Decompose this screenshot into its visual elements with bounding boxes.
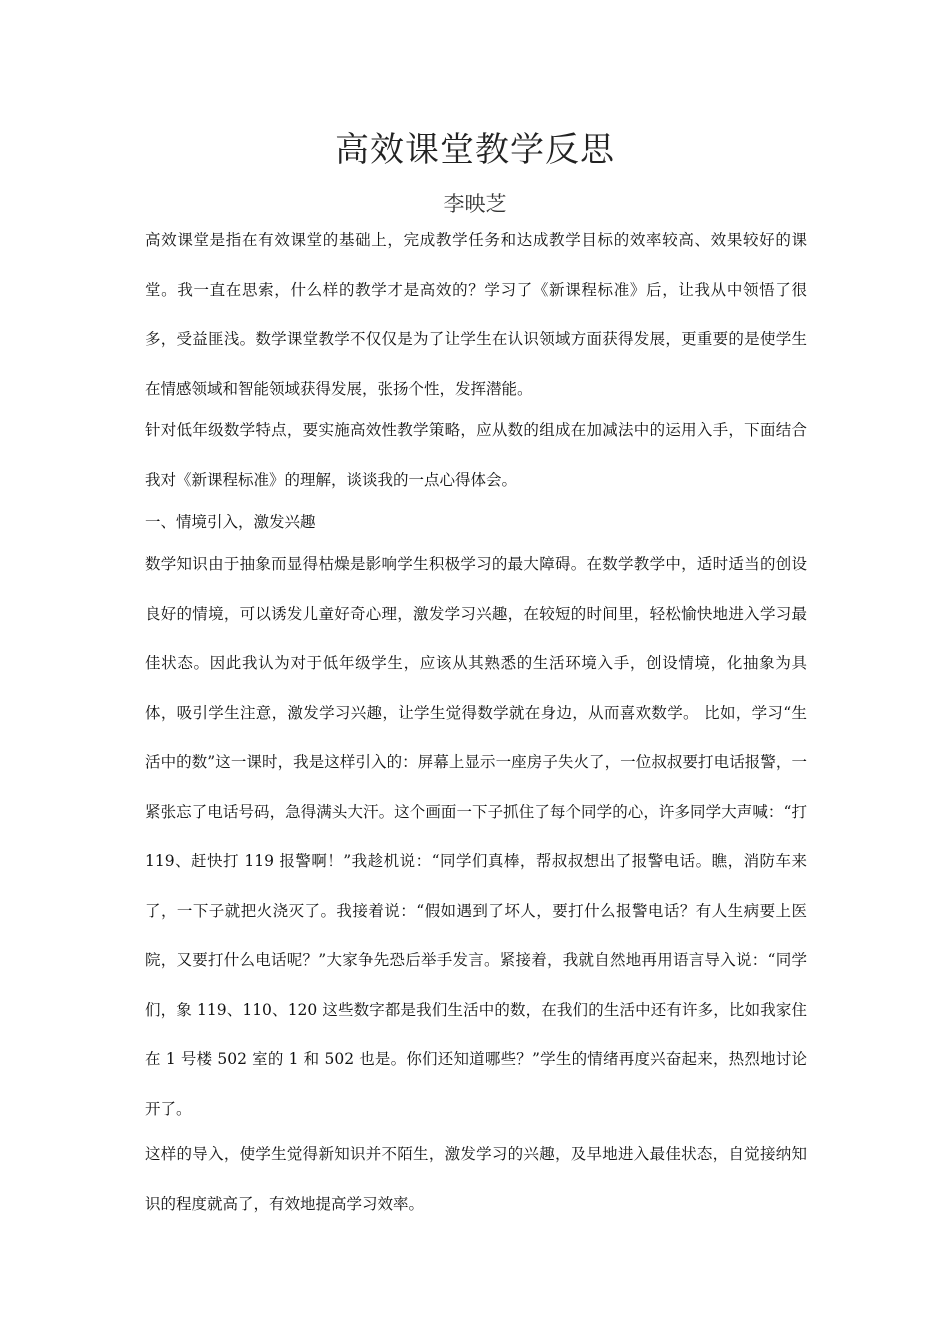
- approach-paragraph: 针对低年级数学特点，要实施高效性教学策略，应从数的组成在加减法中的运用入手，下面结合我对《新课程标准》的理解，谈谈我的一点心得体会。: [145, 421, 807, 489]
- intro-paragraph: 高效课堂是指在有效课堂的基础上，完成教学任务和达成教学目标的效率较高、效果较好的课堂。我一直在思索，什么样的教学才是高效的？学习了《新课程标准》后，让我从中领悟了很多，受益匪浅。数学课堂教学不仅仅是为了让学生在认识领域方面获得发展，更重要的是使学生在情感领域和智能领域获得发展，张扬个性，发挥潜能。: [145, 231, 807, 398]
- section-body-paragraph: 数学知识由于抽象而显得枯燥是影响学生积极学习的最大障碍。在数学教学中，适时适当的创设良好的情境，可以诱发儿童好奇心理，激发学习兴趣，在较短的时间里，轻松愉快地进入学习最佳状态。因此我认为对于低年级学生，应该从其熟悉的生活环境入手，创设情境，化抽象为具体，吸引学生注意，激发学习兴趣，让学生觉得数学就在身边，从而喜欢数学。 比如，学习“生活中的数”这一课时，我是这样引入的：屏幕上显示一座房子失火了，一位叔叔要打电话报警，一紧张忘了电话号码，急得满头大汗。这个画面一下子抓住了每个同学的心，许多同学大声喊：“打 119、赶快打 119 报警啊！”我趁机说：“同学们真棒，帮叔叔想出了报警电话。瞧，消防车来了，一下子就把火浇灭了。我接着说：“假如遇到了坏人，要打什么报警电话？有人生病要上医院，又要打什么电话呢？”大家争先恐后举手发言。紧接着，我就自然地再用语言导入说：“同学们，象 119、110、120 这些数字都是我们生活中的数，在我们的生活中还有许多，比如我家住在 1 号楼 502 室的 1 和 502 也是。你们还知道哪些？”学生的情绪再度兴奋起来，热烈地讨论开了。: [145, 555, 807, 1118]
- document-author: 李映芝: [443, 192, 507, 216]
- document-title: 高效课堂教学反思: [335, 130, 615, 170]
- section-conclusion-paragraph: 这样的导入，使学生觉得新知识并不陌生，激发学习的兴趣，及早地进入最佳状态，自觉接纳知识的程度就高了，有效地提高学习效率。: [145, 1145, 807, 1213]
- section-heading: 一、情境引入，激发兴趣: [145, 513, 316, 531]
